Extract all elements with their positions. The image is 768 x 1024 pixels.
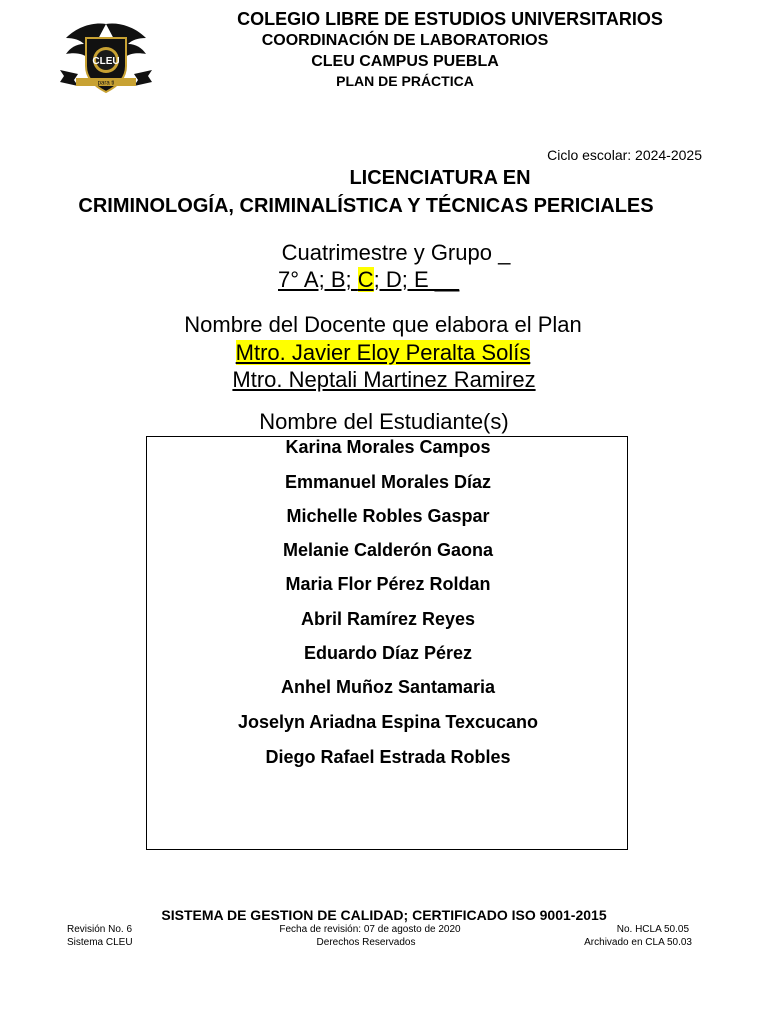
rights-text: Derechos Reservados: [316, 937, 416, 948]
degree-line-1: LICENCIATURA EN: [349, 167, 531, 189]
document-number: No. HCLA 50.05: [616, 924, 689, 935]
archived-location: Archivado en CLA 50.03: [584, 937, 692, 948]
institution-name: COLEGIO LIBRE DE ESTUDIOS UNIVERSITARIOS: [237, 9, 663, 29]
student-name: Abril Ramírez Reyes: [300, 609, 476, 629]
cleu-shield-icon: [56, 18, 156, 100]
document-type: PLAN DE PRÁCTICA: [336, 73, 474, 89]
system-name: Sistema CLEU: [67, 937, 133, 948]
student-name: Eduardo Díaz Pérez: [303, 643, 473, 663]
coordination-name: COORDINACIÓN DE LABORATORIOS: [261, 32, 549, 49]
teacher-2-row: [0, 367, 768, 393]
group-selected: C: [357, 267, 374, 292]
teacher-name-1: Mtro. Javier Eloy Peralta Solís: [235, 340, 531, 365]
group-prefix: 7° A; B;: [278, 267, 358, 292]
logo-text: CLEU: [92, 56, 120, 67]
student-name: Karina Morales Campos: [285, 437, 491, 457]
student-name: Maria Flor Pérez Roldan: [285, 574, 491, 594]
revision-number: Revisión No. 6: [67, 924, 133, 935]
students-box: [146, 436, 628, 850]
revision-date: Fecha de revisión: 07 de agosto de 2020: [279, 924, 461, 935]
student-name: Anhel Muñoz Santamaria: [280, 677, 496, 697]
student-name: Diego Rafael Estrada Robles: [265, 747, 511, 767]
student-name: Joselyn Ariadna Espina Texcucano: [237, 712, 539, 732]
logo-motto: para ti: [97, 80, 115, 87]
group-suffix: ; D; E __: [373, 267, 460, 292]
teacher-name-2: Mtro. Neptali Martinez Ramirez: [232, 367, 536, 392]
teacher-1-row: [0, 340, 766, 366]
group-options: [278, 267, 459, 293]
school-cycle: Ciclo escolar: 2024-2025: [547, 147, 702, 163]
quality-system: SISTEMA DE GESTION DE CALIDAD; CERTIFICADO ISO 9001-2015: [161, 907, 607, 923]
student-name: Emmanuel Morales Díaz: [284, 472, 492, 492]
campus-name: CLEU CAMPUS PUEBLA: [311, 53, 499, 70]
student-name: Melanie Calderón Gaona: [282, 540, 494, 560]
students-label: Nombre del Estudiante(s): [259, 409, 509, 434]
cleu-logo: [56, 18, 156, 100]
degree-line-2: CRIMINOLOGÍA, CRIMINALÍSTICA Y TÉCNICAS PERICIALES: [78, 195, 654, 217]
student-name: Michelle Robles Gaspar: [286, 506, 490, 526]
group-label: Cuatrimestre y Grupo _: [281, 240, 511, 265]
teacher-label: Nombre del Docente que elabora el Plan: [184, 312, 582, 337]
